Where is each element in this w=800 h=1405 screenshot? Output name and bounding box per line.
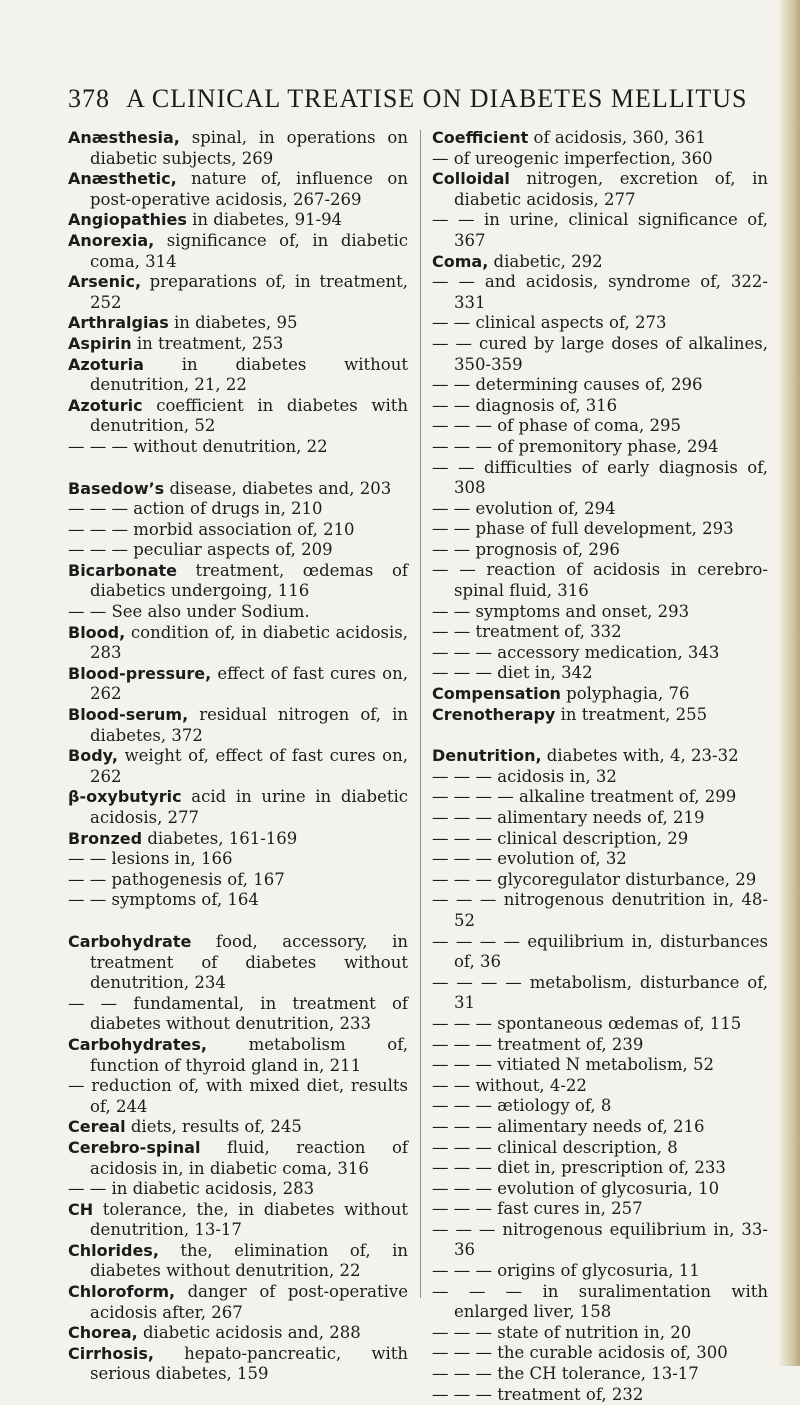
index-entry	[68, 1076, 408, 1117]
entry-text: treatment, œdemas of diabetics undergoing, 116	[90, 560, 408, 601]
entry-text: — — evolution of, 294	[432, 498, 616, 518]
index-entry	[68, 396, 408, 437]
index-entry	[432, 890, 768, 931]
entry-text: preparations of, in treatment, 252	[90, 272, 408, 312]
index-entry	[68, 520, 408, 541]
index-entry	[68, 540, 408, 561]
section-gap	[68, 458, 408, 479]
entry-text: spinal, in operations on diabetic subjects, 269	[90, 128, 408, 168]
index-entry	[68, 623, 408, 664]
index-entry	[432, 622, 768, 643]
entry-headword: Cerebro-spinal	[68, 1137, 201, 1157]
index-entry	[68, 1323, 408, 1344]
index-entry	[432, 499, 768, 520]
index-entry	[432, 787, 768, 808]
index-entry	[68, 272, 408, 313]
entry-text: — — — vitiated N metabolism, 52	[432, 1055, 714, 1075]
index-entry	[432, 602, 768, 623]
entry-text: — — difficulties of early diagnosis of, 308	[432, 457, 768, 498]
entry-headword: Chorea,	[68, 1323, 138, 1343]
index-entry	[68, 849, 408, 870]
entry-text: effect of fast cures on, 262	[90, 663, 408, 704]
index-entry	[432, 210, 768, 251]
entry-text: — — without, 4-22	[432, 1075, 587, 1095]
entry-text: — — in diabetic acidosis, 283	[68, 1179, 315, 1199]
entry-headword: β-oxybutyric	[68, 787, 182, 807]
entry-text: — — — — equilibrium in, disturbances of, 36	[432, 931, 768, 972]
entry-text: — — reaction of acidosis in cerebro-spinal fluid, 316	[432, 560, 768, 601]
entry-text: — — — evolution of, 32	[432, 849, 627, 869]
entry-headword: Azoturic	[68, 395, 143, 415]
index-entry	[432, 870, 768, 891]
entry-headword: Aspirin	[68, 333, 132, 353]
entry-headword: Arsenic,	[68, 272, 142, 292]
index-entry	[432, 375, 768, 396]
entry-headword: Anæsthetic,	[68, 169, 177, 189]
column-divider	[420, 130, 421, 1298]
entry-text: acid in urine in diabetic acidosis, 277	[90, 787, 408, 827]
index-entry	[68, 746, 408, 787]
entry-text: — — symptoms of, 164	[68, 890, 259, 910]
entry-headword: Denutrition,	[432, 746, 542, 766]
entry-text: — — fundamental, in treatment of diabetes without denutrition, 233	[68, 993, 408, 1034]
index-entry	[432, 1220, 768, 1261]
index-entry	[432, 540, 768, 561]
entry-text: — — — ætiology of, 8	[432, 1096, 612, 1116]
entry-headword: Body,	[68, 746, 118, 766]
entry-text: fluid, reaction of acidosis in, in diabetic coma, 316	[90, 1137, 408, 1178]
index-entry	[432, 416, 768, 437]
index-entry	[432, 334, 768, 375]
entry-text: — — — peculiar aspects of, 209	[68, 540, 333, 560]
entry-text: — — — fast cures in, 257	[432, 1199, 643, 1219]
entry-text: residual nitrogen of, in diabetes, 372	[90, 705, 408, 745]
index-entry	[68, 313, 408, 334]
entry-text: nature of, influence on post-operative acidosis, 267-269	[90, 169, 408, 209]
entry-headword: Arthralgias	[68, 313, 169, 333]
index-entry	[68, 231, 408, 272]
entry-text: disease, diabetes and, 203	[164, 478, 392, 498]
index-entry	[68, 664, 408, 705]
index-entry	[68, 994, 408, 1035]
entry-text: — — — the curable acidosis of, 300	[432, 1343, 728, 1363]
index-entry	[68, 1200, 408, 1241]
entry-text: the, elimination of, in diabetes without denutrition, 22	[90, 1240, 408, 1281]
entry-text: diabetes, 161-169	[142, 828, 298, 848]
entry-text: in diabetes, 95	[168, 313, 298, 333]
index-entry	[432, 1096, 768, 1117]
entry-text: of acidosis, 360, 361	[528, 128, 706, 147]
entry-headword: Cereal	[68, 1117, 126, 1137]
index-entry	[432, 705, 768, 726]
index-column-left	[68, 128, 408, 1385]
index-entry	[68, 932, 408, 994]
entry-headword: Coma,	[432, 251, 489, 271]
entry-text: in treatment, 255	[555, 704, 708, 724]
entry-text: — — — clinical description, 29	[432, 828, 689, 848]
index-entry	[432, 808, 768, 829]
entry-headword: CH	[68, 1199, 94, 1219]
entry-text: — — — of premonitory phase, 294	[432, 436, 719, 456]
index-entry	[68, 829, 408, 850]
index-entry	[432, 1035, 768, 1056]
entry-text: polyphagia, 76	[560, 684, 690, 704]
entry-text: — — — action of drugs in, 210	[68, 499, 323, 519]
entry-headword: Carbohydrates,	[68, 1034, 207, 1054]
entry-headword: Chloroform,	[68, 1282, 176, 1302]
index-entry	[68, 1035, 408, 1076]
entry-headword: Colloidal	[432, 169, 510, 189]
index-entry	[432, 169, 768, 210]
entry-headword: Blood-serum,	[68, 705, 189, 725]
entry-text: nitrogen, excretion of, in diabetic acidosis, 277	[454, 169, 768, 209]
entry-text: — — See also under Sodium.	[68, 602, 310, 622]
entry-headword: Coefficient	[432, 128, 529, 147]
index-entry	[68, 890, 408, 911]
entry-text: — — — morbid association of, 210	[68, 519, 355, 539]
index-entry	[432, 684, 768, 705]
index-entry	[432, 643, 768, 664]
entry-text: — — — treatment of, 239	[432, 1034, 644, 1054]
index-entry	[68, 1179, 408, 1200]
entry-text: coefficient in diabetes with denutrition, 52	[90, 395, 408, 436]
index-entry	[432, 1385, 768, 1405]
index-entry	[68, 602, 408, 623]
entry-headword: Crenotherapy	[432, 704, 556, 724]
index-entry	[68, 499, 408, 520]
entry-text: — — — alimentary needs of, 219	[432, 808, 705, 827]
entry-text: tolerance, the, in diabetes without denutrition, 13-17	[90, 1199, 408, 1240]
entry-text: — — in urine, clinical significance of, 367	[432, 210, 768, 250]
entry-headword: Azoturia	[68, 354, 144, 374]
index-entry	[68, 1282, 408, 1323]
entry-text: — — — acidosis in, 32	[432, 766, 617, 786]
index-entry	[432, 519, 768, 540]
entry-headword: Blood-pressure,	[68, 663, 212, 683]
index-entry	[68, 870, 408, 891]
entry-headword: Blood,	[68, 622, 126, 642]
page-header	[68, 84, 748, 114]
index-entry	[432, 663, 768, 684]
entry-text: food, accessory, in treatment of diabetes without denutrition, 234	[90, 931, 408, 993]
index-entry	[432, 932, 768, 973]
entry-text: — — — treatment of, 232	[432, 1384, 644, 1404]
entry-text: diabetes with, 4, 23-32	[541, 746, 739, 766]
index-entry	[68, 1344, 408, 1385]
index-entry	[432, 1199, 768, 1220]
entry-headword: Carbohydrate	[68, 931, 192, 951]
entry-text: diets, results of, 245	[125, 1117, 302, 1137]
page-edge-shadow	[778, 0, 800, 1366]
entry-text: — — diagnosis of, 316	[432, 395, 618, 415]
entry-text: — — — nitrogenous equilibrium in, 33-36	[432, 1219, 768, 1260]
entry-headword: Basedow’s	[68, 478, 165, 498]
index-entry	[432, 1323, 768, 1344]
entry-headword: Anæsthesia,	[68, 128, 180, 147]
entry-text: — — — accessory medication, 343	[432, 642, 720, 662]
entry-text: hepato-pancreatic, with serious diabetes, 159	[90, 1343, 408, 1384]
index-entry	[432, 746, 768, 767]
entry-text: diabetic, 292	[488, 251, 603, 271]
index-entry	[432, 767, 768, 788]
entry-text: — — — of phase of coma, 295	[432, 416, 681, 436]
index-entry	[68, 437, 408, 458]
running-title: A CLINICAL TREATISE ON DIABETES MELLITUS	[126, 84, 748, 113]
index-entry	[68, 334, 408, 355]
entry-headword: Chlorides,	[68, 1240, 159, 1260]
index-entry	[68, 787, 408, 828]
index-entry	[432, 849, 768, 870]
index-entry	[432, 1158, 768, 1179]
index-column-right	[432, 128, 768, 1405]
index-entry	[432, 1138, 768, 1159]
entry-headword: Compensation	[432, 684, 561, 704]
index-entry	[68, 1138, 408, 1179]
section-gap	[68, 911, 408, 932]
entry-text: significance of, in diabetic coma, 314	[90, 230, 408, 271]
entry-text: — — — alimentary needs of, 216	[432, 1116, 705, 1136]
index-entry	[68, 479, 408, 500]
index-entry	[432, 458, 768, 499]
entry-headword: Cirrhosis,	[68, 1343, 154, 1363]
index-entry	[432, 1343, 768, 1364]
entry-text: — — — — metabolism, disturbance of, 31	[432, 972, 768, 1013]
entry-text: — — — evolution of glycosuria, 10	[432, 1178, 720, 1198]
entry-text: — — treatment of, 332	[432, 622, 622, 642]
entry-text: — — — clinical description, 8	[432, 1137, 678, 1157]
index-entry	[432, 437, 768, 458]
entry-text: condition of, in diabetic acidosis, 283	[90, 622, 408, 663]
section-gap	[432, 725, 768, 746]
index-entry	[432, 313, 768, 334]
entry-text: — — and acidosis, syndrome of, 322-331	[432, 272, 768, 312]
entry-text: in diabetes without denutrition, 21, 22	[90, 354, 408, 395]
index-entry	[432, 1179, 768, 1200]
entry-text: metabolism of, function of thyroid gland in, 211	[90, 1034, 408, 1075]
entry-text: — — determining causes of, 296	[432, 375, 703, 395]
entry-text: — — — diet in, 342	[432, 663, 593, 683]
index-entry	[68, 169, 408, 210]
entry-text: — — — glycoregulator disturbance, 29	[432, 869, 757, 889]
index-entry	[432, 1117, 768, 1138]
entry-text: — — symptoms and onset, 293	[432, 601, 690, 621]
index-entry	[432, 128, 768, 149]
index-entry	[432, 1076, 768, 1097]
entry-text: — — phase of full development, 293	[432, 519, 734, 539]
index-entry	[432, 560, 768, 601]
entry-text: — — — nitrogenous denutrition in, 48-52	[432, 890, 768, 930]
index-entry	[68, 561, 408, 602]
entry-text: — — — origins of glycosuria, 11	[432, 1261, 700, 1281]
entry-text: — — prognosis of, 296	[432, 539, 620, 559]
index-entry	[68, 128, 408, 169]
index-entry	[432, 1282, 768, 1323]
entry-text: — — — — alkaline treatment of, 299	[432, 787, 737, 807]
index-entry	[432, 973, 768, 1014]
entry-text: — — clinical aspects of, 273	[432, 313, 667, 333]
entry-text: — of ureogenic imperfection, 360	[432, 148, 713, 168]
entry-text: in diabetes, 91-94	[186, 210, 343, 230]
entry-headword: Anorexia,	[68, 230, 155, 250]
index-entry	[432, 252, 768, 273]
index-entry	[432, 396, 768, 417]
entry-text: — — cured by large doses of alkalines, 350-359	[432, 333, 768, 374]
entry-headword: Bicarbonate	[68, 560, 177, 580]
index-entry	[68, 210, 408, 231]
index-entry	[432, 272, 768, 313]
index-entry	[432, 829, 768, 850]
index-entry	[432, 1055, 768, 1076]
index-entry	[68, 705, 408, 746]
index-entry	[68, 1117, 408, 1138]
index-entry	[432, 1014, 768, 1035]
entry-text: — — — state of nutrition in, 20	[432, 1322, 692, 1342]
entry-headword: Angiopathies	[68, 210, 187, 230]
entry-text: — — — spontaneous œdemas of, 115	[432, 1013, 742, 1033]
entry-headword: Bronzed	[68, 828, 143, 848]
entry-text: — — — without denutrition, 22	[68, 436, 328, 456]
index-entry	[68, 355, 408, 396]
entry-text: — — — the CH tolerance, 13-17	[432, 1364, 699, 1384]
page-number: 378	[68, 84, 110, 113]
entry-text: — — lesions in, 166	[68, 849, 233, 869]
entry-text: weight of, effect of fast cures on, 262	[90, 746, 408, 786]
index-entry	[68, 1241, 408, 1282]
entry-text: danger of post-operative acidosis after, 267	[90, 1282, 408, 1322]
entry-text: — — — diet in, prescription of, 233	[432, 1158, 726, 1178]
index-entry	[432, 1364, 768, 1385]
entry-text: — reduction of, with mixed diet, results of, 244	[68, 1076, 408, 1116]
entry-text: — — pathogenesis of, 167	[68, 869, 285, 889]
entry-text: — — — in suralimentation with enlarged liver, 158	[432, 1281, 768, 1322]
index-entry	[432, 149, 768, 170]
entry-text: in treatment, 253	[131, 333, 284, 353]
entry-text: diabetic acidosis and, 288	[137, 1323, 361, 1343]
index-entry	[432, 1261, 768, 1282]
